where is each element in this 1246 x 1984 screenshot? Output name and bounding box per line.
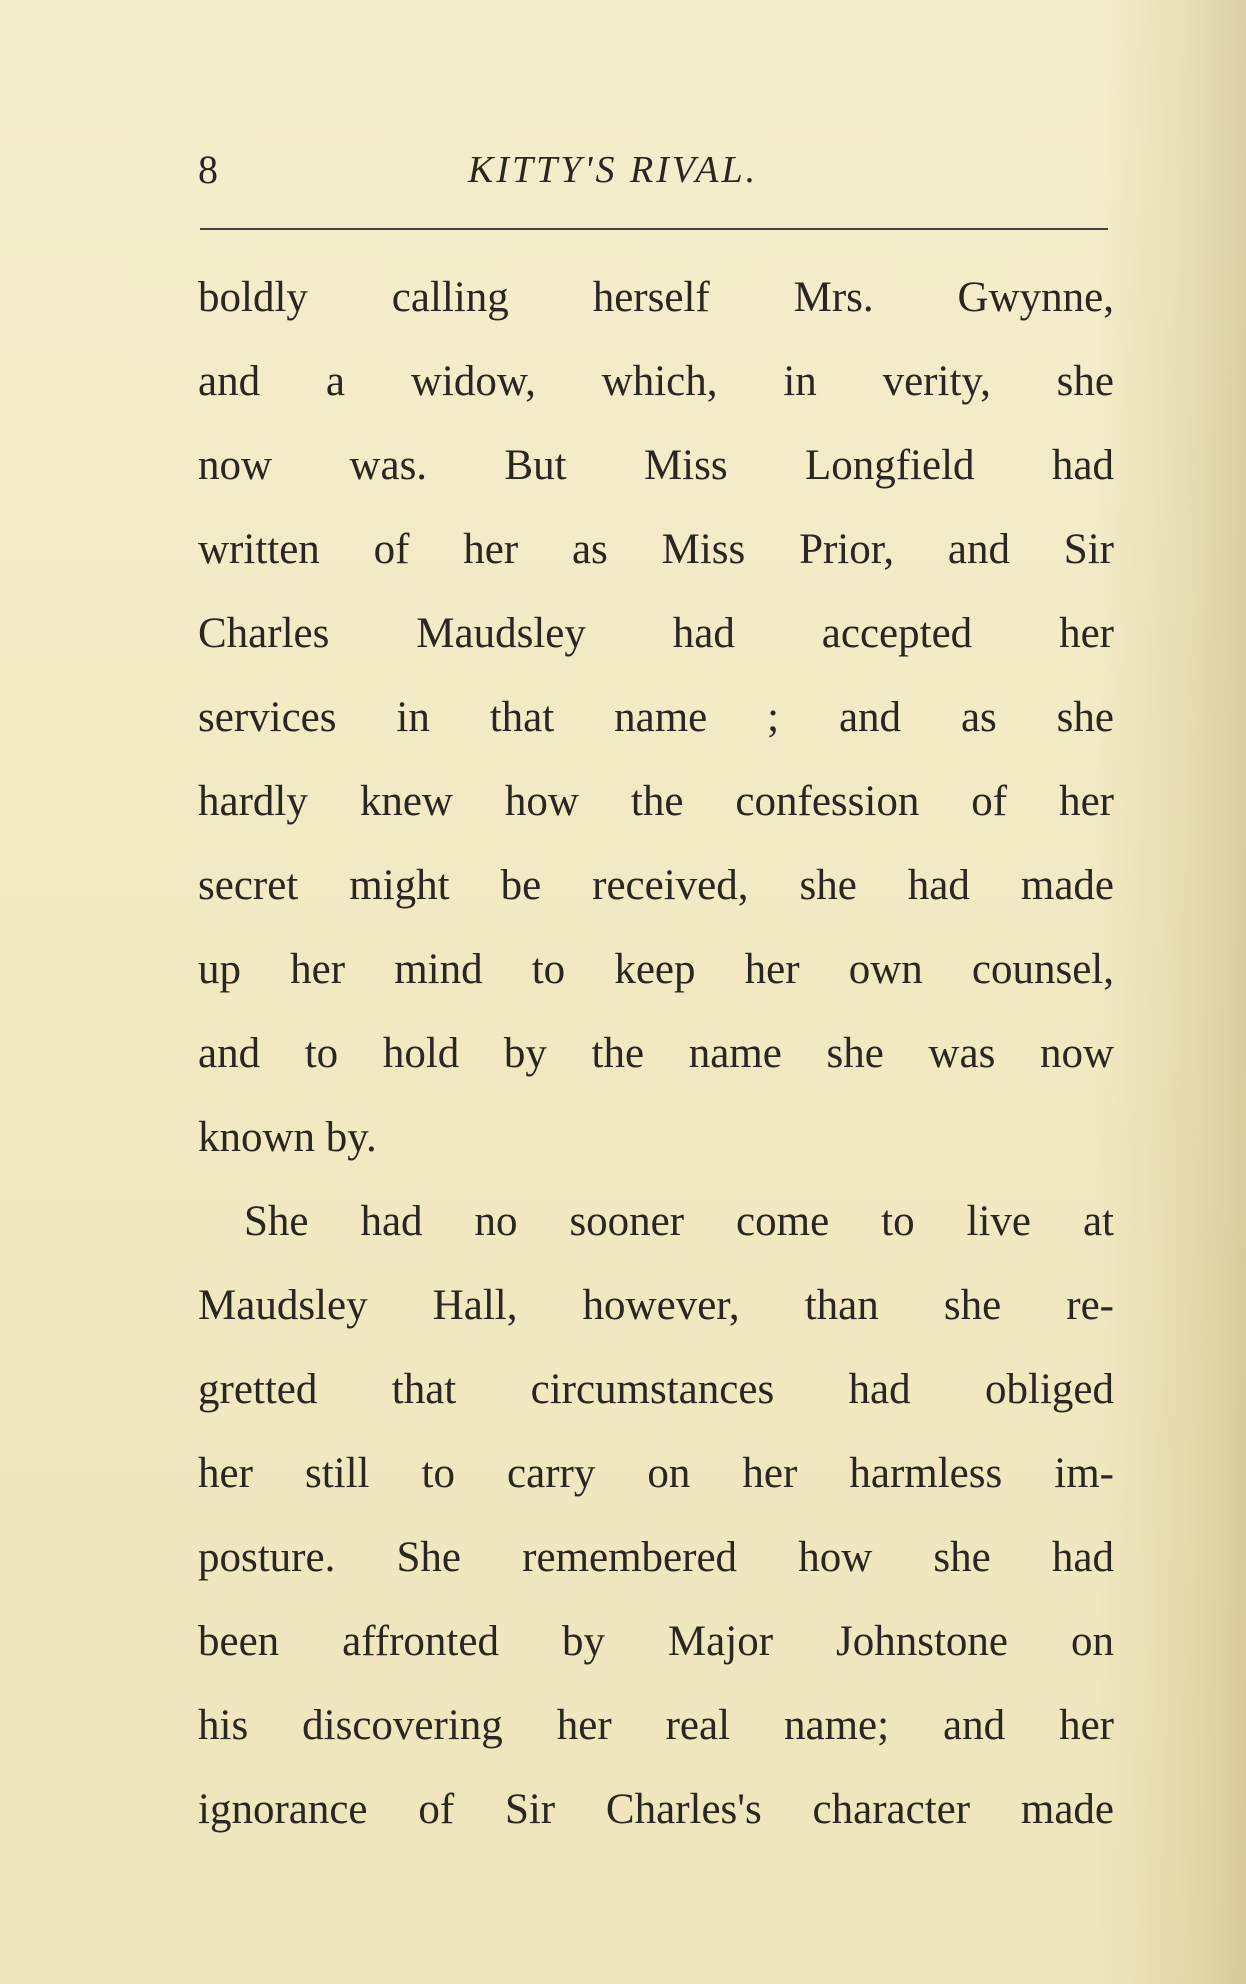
text-line: Charles Maudsley had accepted her bbox=[198, 610, 1114, 657]
text-line: up her mind to keep her own counsel, bbox=[198, 946, 1114, 993]
header-rule bbox=[200, 228, 1108, 230]
text-line: posture. She remembered how she had bbox=[198, 1534, 1114, 1581]
text-line: secret might be received, she had made bbox=[198, 862, 1114, 909]
text-line: ignorance of Sir Charles's character made bbox=[198, 1786, 1114, 1833]
text-line: Maudsley Hall, however, than she re- bbox=[198, 1282, 1114, 1329]
text-line: hardly knew how the confession of her bbox=[198, 778, 1114, 825]
text-line: her still to carry on her harmless im- bbox=[198, 1450, 1114, 1497]
text-line: services in that name ; and as she bbox=[198, 694, 1114, 741]
text-line: known by. bbox=[198, 1114, 377, 1161]
page-number: 8 bbox=[198, 147, 218, 192]
running-title: KITTY'S RIVAL. bbox=[468, 149, 759, 191]
page-header bbox=[198, 145, 1108, 195]
text-line: gretted that circumstances had obliged bbox=[198, 1366, 1114, 1413]
text-line: now was. But Miss Longfield had bbox=[198, 442, 1114, 489]
text-line: been affronted by Major Johnstone on bbox=[198, 1618, 1114, 1665]
text-line: and to hold by the name she was now bbox=[198, 1030, 1114, 1077]
text-line: She had no sooner come to live at bbox=[244, 1198, 1114, 1245]
text-line: and a widow, which, in verity, she bbox=[198, 358, 1114, 405]
text-line: written of her as Miss Prior, and Sir bbox=[198, 526, 1114, 573]
text-line: his discovering her real name; and her bbox=[198, 1702, 1114, 1749]
body-text bbox=[198, 256, 1114, 1852]
text-line: boldly calling herself Mrs. Gwynne, bbox=[198, 274, 1114, 321]
